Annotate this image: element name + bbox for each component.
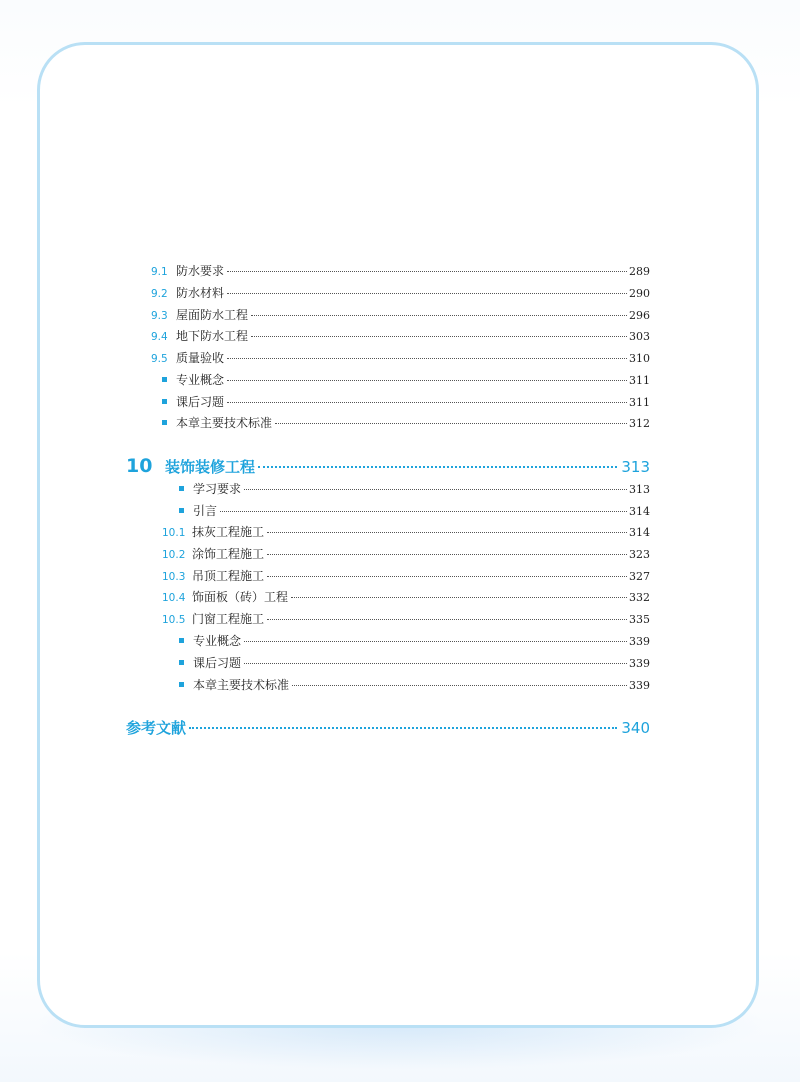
section-number: 9.3 bbox=[151, 310, 168, 322]
bullet-square-icon bbox=[179, 660, 184, 665]
toc-entry-10-1[interactable] bbox=[162, 523, 650, 541]
chapter-title: 装饰装修工程 bbox=[165, 458, 256, 476]
section-title: 屋面防水工程 bbox=[176, 308, 249, 322]
section-title: 吊顶工程施工 bbox=[192, 569, 265, 583]
page-number: 289 bbox=[629, 265, 650, 278]
section-title: 质量验收 bbox=[176, 351, 225, 365]
page-number: 303 bbox=[629, 330, 650, 343]
dot-leader bbox=[258, 466, 617, 468]
toc-entry-10-2[interactable] bbox=[162, 545, 650, 563]
dot-leader bbox=[220, 511, 627, 512]
entry-title: 引言 bbox=[193, 504, 218, 518]
toc-entry-concepts-9[interactable] bbox=[162, 371, 650, 389]
toc-entry-exercises-9[interactable] bbox=[162, 393, 650, 411]
page-number: 311 bbox=[629, 396, 650, 409]
section-number: 10.3 bbox=[162, 571, 186, 583]
section-number: 9.4 bbox=[151, 331, 168, 343]
page-number: 314 bbox=[629, 526, 650, 539]
dot-leader bbox=[267, 576, 627, 577]
section-number: 10.5 bbox=[162, 614, 186, 626]
toc-entry-9-3[interactable] bbox=[151, 306, 650, 324]
toc-entry-9-2[interactable] bbox=[151, 284, 650, 302]
dot-leader bbox=[244, 663, 627, 664]
section-title: 涂饰工程施工 bbox=[192, 547, 265, 561]
page-number: 327 bbox=[629, 570, 650, 583]
bullet-square-icon bbox=[162, 420, 167, 425]
dot-leader bbox=[291, 597, 627, 598]
dot-leader bbox=[267, 619, 627, 620]
section-title: 地下防水工程 bbox=[176, 329, 249, 343]
section-title: 门窗工程施工 bbox=[192, 612, 265, 626]
dot-leader bbox=[251, 315, 627, 316]
chapter-number: 10 bbox=[126, 455, 153, 477]
bullet-square-icon bbox=[162, 399, 167, 404]
bullet-square-icon bbox=[162, 377, 167, 382]
page-number: 290 bbox=[629, 287, 650, 300]
entry-title: 本章主要技术标准 bbox=[193, 678, 290, 692]
dot-leader bbox=[267, 532, 627, 533]
section-title: 防水材料 bbox=[176, 286, 225, 300]
toc-entry-9-4[interactable] bbox=[151, 327, 650, 345]
dot-leader bbox=[275, 423, 627, 424]
page-number: 332 bbox=[629, 591, 650, 604]
section-title: 防水要求 bbox=[176, 264, 225, 278]
dot-leader bbox=[227, 358, 627, 359]
toc-chapter-10[interactable] bbox=[126, 455, 650, 477]
bullet-square-icon bbox=[179, 682, 184, 687]
section-title: 饰面板（砖）工程 bbox=[192, 590, 289, 604]
dot-leader bbox=[292, 685, 627, 686]
dot-leader bbox=[189, 727, 617, 729]
page-number: 339 bbox=[629, 679, 650, 692]
dot-leader bbox=[227, 380, 627, 381]
entry-title: 课后习题 bbox=[193, 656, 242, 670]
entry-title: 专业概念 bbox=[193, 634, 242, 648]
page-number: 340 bbox=[621, 719, 650, 737]
section-number: 10.4 bbox=[162, 592, 186, 604]
toc-entry-10-5[interactable] bbox=[162, 610, 650, 628]
section-number: 10.1 bbox=[162, 527, 186, 539]
section-number: 9.2 bbox=[151, 288, 168, 300]
toc-entry-preface-10[interactable] bbox=[179, 502, 650, 520]
page-number: 296 bbox=[629, 309, 650, 322]
dot-leader bbox=[251, 336, 627, 337]
toc-entry-concepts-10[interactable] bbox=[179, 632, 650, 650]
dot-leader bbox=[227, 293, 627, 294]
toc-entry-exercises-10[interactable] bbox=[179, 654, 650, 672]
entry-title: 课后习题 bbox=[176, 395, 225, 409]
page-number: 314 bbox=[629, 505, 650, 518]
section-number: 9.5 bbox=[151, 353, 168, 365]
page-number: 339 bbox=[629, 635, 650, 648]
page-number: 311 bbox=[629, 374, 650, 387]
toc-entry-10-4[interactable] bbox=[162, 588, 650, 606]
entry-title: 本章主要技术标准 bbox=[176, 416, 273, 430]
page-number: 313 bbox=[621, 458, 650, 476]
bullet-square-icon bbox=[179, 508, 184, 513]
page-number: 323 bbox=[629, 548, 650, 561]
page-number: 312 bbox=[629, 417, 650, 430]
toc-entry-9-1[interactable] bbox=[151, 262, 650, 280]
dot-leader bbox=[227, 271, 627, 272]
toc-entry-standards-10[interactable] bbox=[179, 676, 650, 694]
toc-entry-9-5[interactable] bbox=[151, 349, 650, 367]
bullet-square-icon bbox=[179, 486, 184, 491]
section-title: 抹灰工程施工 bbox=[192, 525, 265, 539]
dot-leader bbox=[244, 489, 627, 490]
page-number: 310 bbox=[629, 352, 650, 365]
toc-references[interactable] bbox=[126, 717, 650, 738]
toc-entry-standards-9[interactable] bbox=[162, 414, 650, 432]
dot-leader bbox=[227, 402, 627, 403]
dot-leader bbox=[244, 641, 627, 642]
page-number: 313 bbox=[629, 483, 650, 496]
page-number: 335 bbox=[629, 613, 650, 626]
entry-title: 专业概念 bbox=[176, 373, 225, 387]
bullet-square-icon bbox=[179, 638, 184, 643]
section-number: 10.2 bbox=[162, 549, 186, 561]
references-title: 参考文献 bbox=[126, 719, 187, 737]
page-number: 339 bbox=[629, 657, 650, 670]
toc-entry-requirements-10[interactable] bbox=[179, 480, 650, 498]
entry-title: 学习要求 bbox=[193, 482, 242, 496]
section-number: 9.1 bbox=[151, 266, 168, 278]
toc-entry-10-3[interactable] bbox=[162, 567, 650, 585]
dot-leader bbox=[267, 554, 627, 555]
